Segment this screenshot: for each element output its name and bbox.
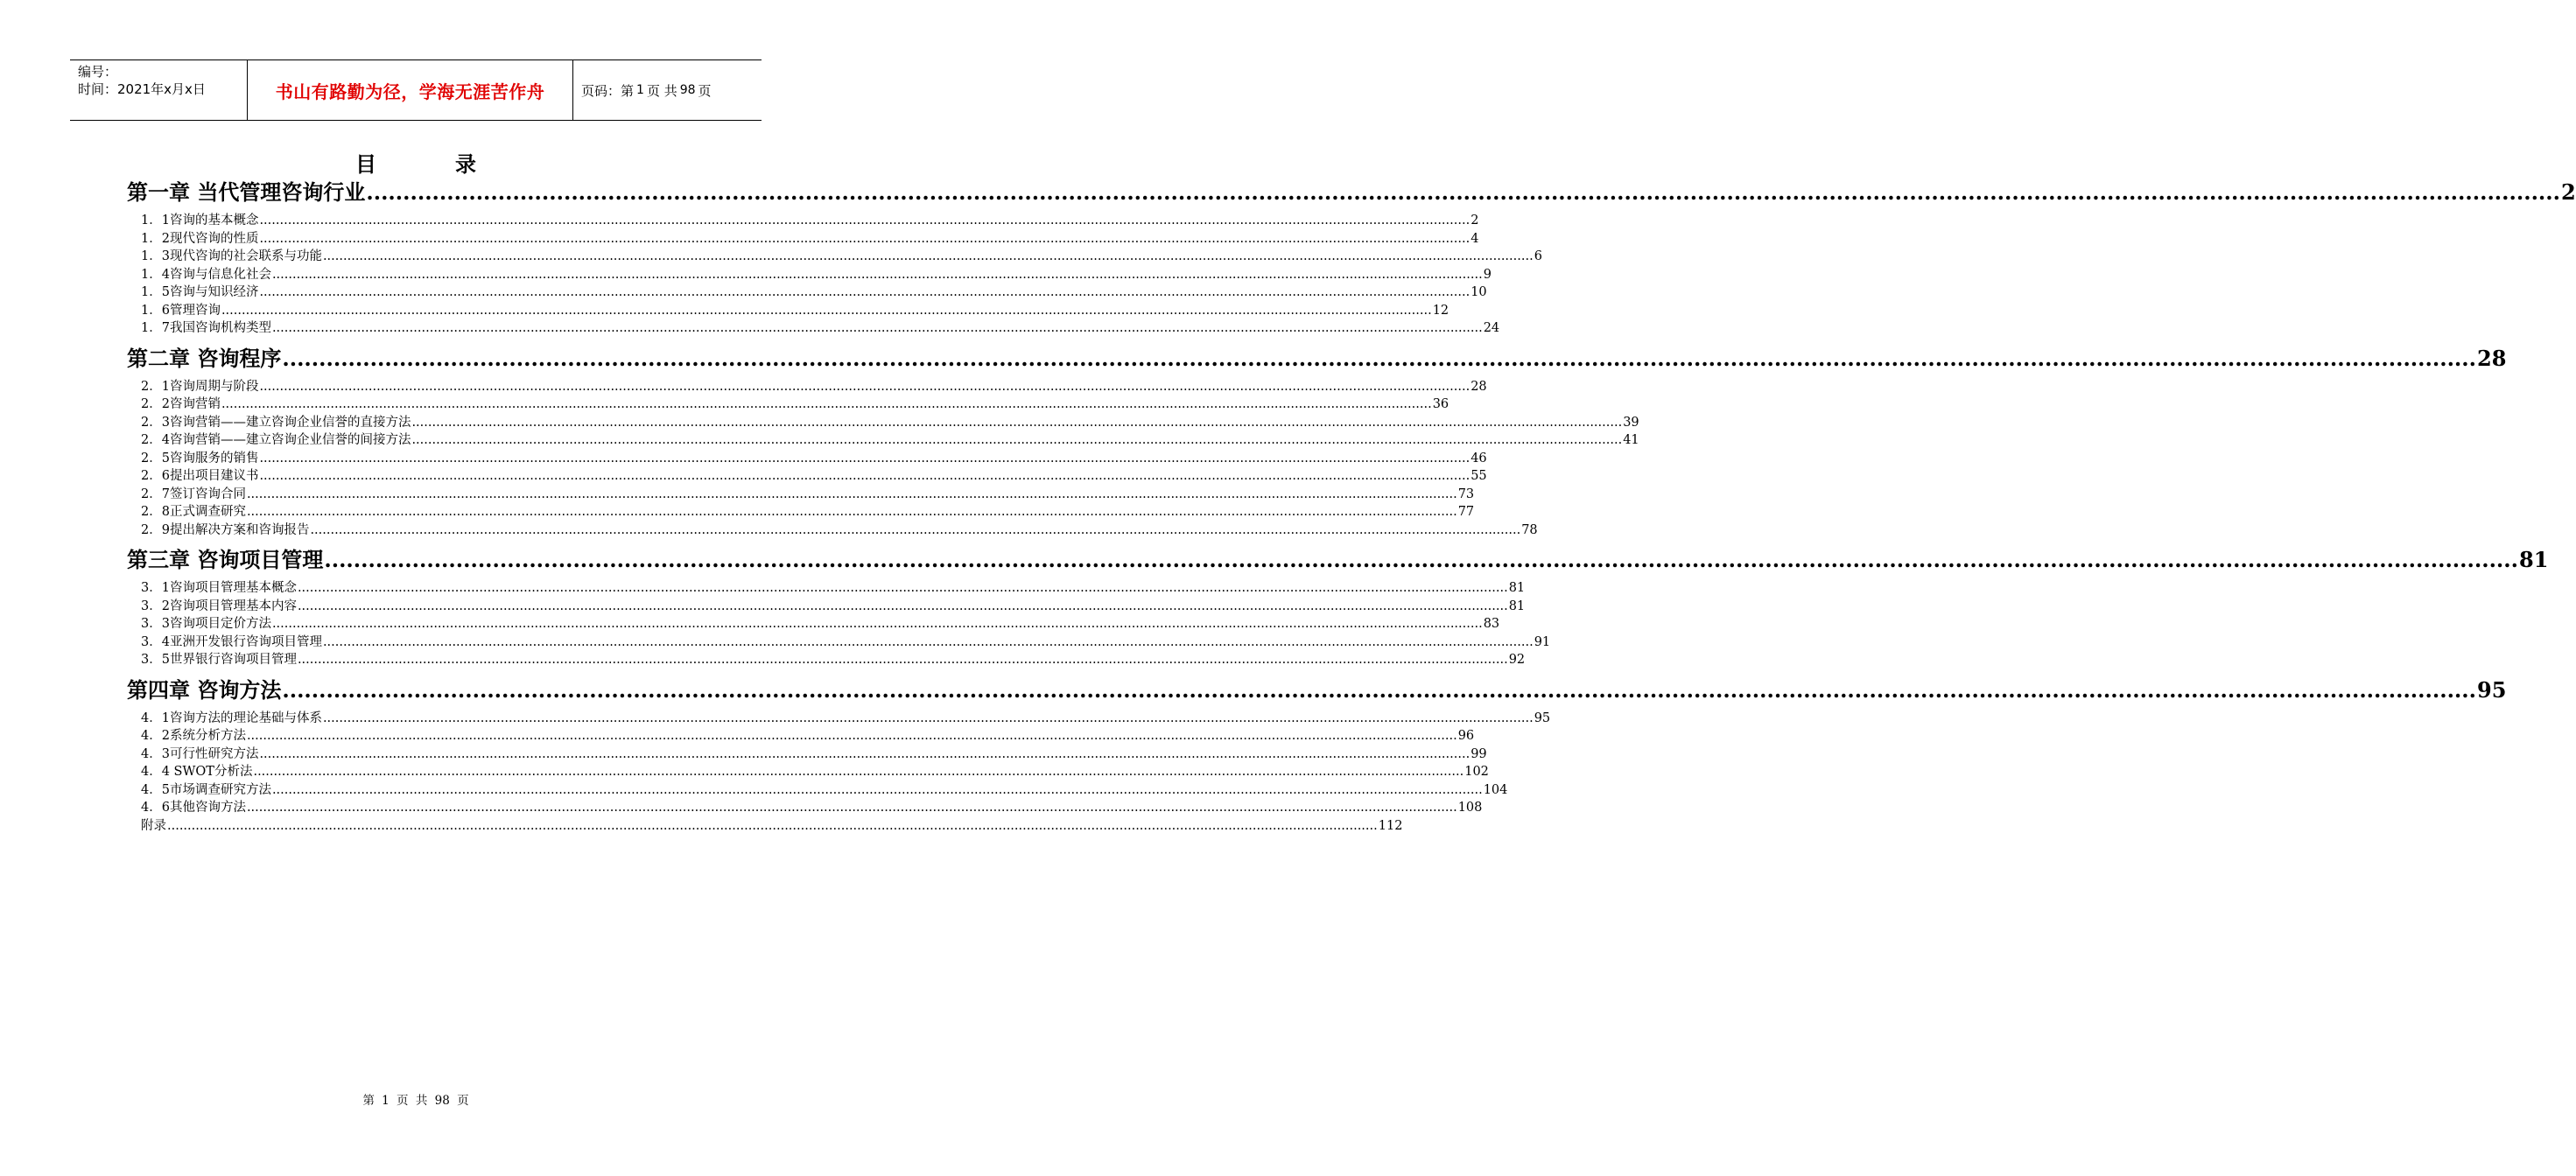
toc-leader-dots: ............................................................................................................................................................................................................................................................................................................ xyxy=(246,486,1457,501)
toc-leader-dots: ............................................................................................................................................................................................................................................................................................................ xyxy=(221,397,1432,411)
toc-entry-page: 102 xyxy=(1464,765,1489,779)
toc-entry-label: 1．4咨询与信息化社会 xyxy=(141,267,271,282)
header-date: 时间：2021年x月x日 xyxy=(78,81,206,97)
toc-entry-page: 81 xyxy=(1508,581,1526,595)
toc-section-entry[interactable] xyxy=(127,266,1492,284)
toc-section-entry[interactable] xyxy=(127,763,1489,781)
toc-section-entry[interactable] xyxy=(127,396,1449,414)
toc-entry-page: 95 xyxy=(2477,676,2507,703)
toc-entry-label: 2．5咨询服务的销售 xyxy=(141,451,259,466)
toc-entry-label: 附录 xyxy=(141,818,166,833)
toc-section-entry[interactable] xyxy=(127,598,1526,616)
toc-section-entry[interactable] xyxy=(127,378,1487,396)
toc-entry-page: 4 xyxy=(1470,231,1479,246)
toc-entry-page: 28 xyxy=(1470,379,1487,394)
toc-leader-dots: ............................................................................................................................................................................................................................................................................................................ xyxy=(271,267,1483,282)
toc-leader-dots: ............................................................................................................................................................................................................................................................................................................ xyxy=(297,653,1508,667)
toc-entry-label: 1．7我国咨询机构类型 xyxy=(141,321,271,335)
toc-entry-page: 73 xyxy=(1457,486,1475,501)
header-page-prefix: 页码：第 xyxy=(581,82,635,99)
toc-section-entry[interactable] xyxy=(127,727,1475,746)
toc-section-entry[interactable] xyxy=(127,799,1483,817)
toc-entry-page: 46 xyxy=(1470,451,1487,466)
toc-entry-page: 2 xyxy=(2561,179,2576,205)
toc-leader-dots: ............................................................................................................................................................................................................................................................................................................ xyxy=(324,547,2518,572)
toc-entry-label: 1．5咨询与知识经济 xyxy=(141,285,259,299)
table-of-contents xyxy=(127,177,2576,835)
toc-section-entry[interactable] xyxy=(127,503,1475,522)
toc-entry-page: 104 xyxy=(1483,782,1508,797)
toc-entry-label: 2．2咨询营销 xyxy=(141,397,221,411)
header-page-total: 98 xyxy=(679,83,696,97)
toc-entry-label: 4．3可行性研究方法 xyxy=(141,746,259,761)
toc-entry-page: 112 xyxy=(1378,818,1403,833)
toc-entry-page: 81 xyxy=(2519,547,2549,572)
toc-entry-label: 第三章 咨询项目管理 xyxy=(127,547,324,572)
toc-section-entry[interactable] xyxy=(127,467,1487,486)
toc-entry-page: 91 xyxy=(1534,634,1551,649)
toc-entry-label: 第一章 当代管理咨询行业 xyxy=(127,179,366,205)
header-page-mid: 页 共 xyxy=(646,82,677,99)
toc-leader-dots: ............................................................................................................................................................................................................................................................................................................ xyxy=(259,469,1470,483)
toc-section-entry[interactable] xyxy=(127,746,1487,764)
toc-section-entry[interactable] xyxy=(127,710,1551,728)
toc-section-entry[interactable] xyxy=(127,651,1526,669)
toc-entry-page: 55 xyxy=(1470,469,1487,483)
header-motto: 书山有路勤为径，学海无涯苦作舟 xyxy=(247,60,573,120)
toc-leader-dots: ............................................................................................................................................................................................................................................................................................................ xyxy=(259,231,1470,246)
toc-entry-page: 9 xyxy=(1483,267,1492,282)
toc-leader-dots: ............................................................................................................................................................................................................................................................................................................ xyxy=(259,379,1470,394)
toc-entry-page: 99 xyxy=(1470,746,1487,761)
toc-leader-dots: ............................................................................................................................................................................................................................................................................................................ xyxy=(297,581,1508,595)
toc-entry-label: 4．1咨询方法的理论基础与体系 xyxy=(141,710,322,725)
toc-entry-page: 81 xyxy=(1508,598,1526,613)
toc-entry-label: 2．8正式调查研究 xyxy=(141,505,246,519)
toc-section-entry[interactable] xyxy=(127,230,1479,248)
toc-entry-label: 1．3现代咨询的社会联系与功能 xyxy=(141,249,322,263)
toc-leader-dots: ............................................................................................................................................................................................................................................................................................................ xyxy=(259,746,1470,761)
toc-leader-dots: ............................................................................................................................................................................................................................................................................................................ xyxy=(221,303,1432,318)
toc-entry-label: 4．2系统分析方法 xyxy=(141,729,246,743)
toc-section-entry[interactable] xyxy=(127,522,1538,540)
toc-entry-label: 2．6提出项目建议书 xyxy=(141,469,259,483)
footer-mid: 页 共 xyxy=(397,1094,428,1108)
toc-entry-page: 41 xyxy=(1623,433,1639,447)
toc-entry-page: 77 xyxy=(1457,505,1475,519)
toc-entry-label: 3．2咨询项目管理基本内容 xyxy=(141,598,297,613)
footer-prefix: 第 xyxy=(362,1094,375,1108)
toc-leader-dots: ............................................................................................................................................................................................................................................................................................................ xyxy=(282,345,2476,371)
toc-leader-dots: ............................................................................................................................................................................................................................................................................................................ xyxy=(366,179,2560,205)
toc-section-entry[interactable] xyxy=(127,431,1639,450)
toc-section-entry[interactable] xyxy=(127,615,1500,634)
page-header xyxy=(70,60,762,121)
toc-section-entry[interactable] xyxy=(127,579,1526,598)
toc-leader-dots: ............................................................................................................................................................................................................................................................................................................ xyxy=(282,676,2476,703)
footer-page-total: 98 xyxy=(434,1094,450,1108)
toc-section-entry[interactable] xyxy=(127,284,1487,302)
toc-entry-page: 92 xyxy=(1508,653,1526,667)
toc-entry-label: 2．9提出解决方案和咨询报告 xyxy=(141,522,310,537)
toc-leader-dots: ............................................................................................................................................................................................................................................................................................................ xyxy=(322,249,1534,263)
toc-entry-page: 28 xyxy=(2477,345,2507,371)
toc-entry-label: 1．1咨询的基本概念 xyxy=(141,214,259,228)
toc-entry-label: 1．2现代咨询的性质 xyxy=(141,231,259,246)
toc-leader-dots: ............................................................................................................................................................................................................................................................................................................ xyxy=(322,634,1534,649)
toc-entry-label: 4．6其他咨询方法 xyxy=(141,801,246,815)
toc-entry-label: 2．4咨询营销——建立咨询企业信誉的间接方法 xyxy=(141,433,411,447)
toc-leader-dots: ............................................................................................................................................................................................................................................................................................................ xyxy=(259,214,1470,228)
toc-entry-label: 3．5世界银行咨询项目管理 xyxy=(141,653,297,667)
toc-entry-page: 95 xyxy=(1534,710,1551,725)
toc-entry-label: 第二章 咨询程序 xyxy=(127,345,282,371)
toc-leader-dots: ............................................................................................................................................................................................................................................................................................................ xyxy=(259,451,1470,466)
toc-leader-dots: ............................................................................................................................................................................................................................................................................................................ xyxy=(246,729,1457,743)
header-page-info xyxy=(573,60,762,120)
toc-section-entry[interactable] xyxy=(127,817,1403,836)
toc-entry-label: 2．3咨询营销——建立咨询企业信誉的直接方法 xyxy=(141,415,411,430)
toc-entry-page: 78 xyxy=(1521,522,1538,537)
toc-entry-page: 83 xyxy=(1483,617,1500,631)
toc-entry-page: 6 xyxy=(1534,249,1542,263)
toc-title: 目录 xyxy=(355,151,555,177)
page-footer xyxy=(0,1090,832,1108)
toc-section-entry[interactable] xyxy=(127,319,1500,338)
toc-entry-label: 第四章 咨询方法 xyxy=(127,676,282,703)
toc-section-entry[interactable] xyxy=(127,450,1487,468)
toc-leader-dots: ............................................................................................................................................................................................................................................................................................................ xyxy=(411,415,1623,430)
toc-leader-dots: ............................................................................................................................................................................................................................................................................................................ xyxy=(411,433,1623,447)
toc-leader-dots: ............................................................................................................................................................................................................................................................................................................ xyxy=(167,818,1378,833)
toc-entry-label: 1．6管理咨询 xyxy=(141,303,221,318)
toc-entry-page: 108 xyxy=(1457,801,1483,815)
toc-entry-page: 24 xyxy=(1483,321,1500,335)
toc-entry-page: 36 xyxy=(1432,397,1449,411)
toc-chapter-entry[interactable] xyxy=(127,544,2549,576)
toc-entry-label: 2．1咨询周期与阶段 xyxy=(141,379,259,394)
toc-leader-dots: ............................................................................................................................................................................................................................................................................................................ xyxy=(246,801,1457,815)
toc-chapter-entry[interactable] xyxy=(127,177,2576,208)
toc-chapter-entry[interactable] xyxy=(127,343,2507,374)
toc-section-entry[interactable] xyxy=(127,414,1639,432)
toc-entry-label: 3．1咨询项目管理基本概念 xyxy=(141,581,297,595)
toc-section-entry[interactable] xyxy=(127,781,1508,800)
toc-leader-dots: ............................................................................................................................................................................................................................................................................................................ xyxy=(310,522,1521,537)
toc-section-entry[interactable] xyxy=(127,634,1551,652)
toc-leader-dots: ............................................................................................................................................................................................................................................................................................................ xyxy=(259,285,1470,299)
footer-suffix: 页 xyxy=(457,1094,469,1108)
toc-entry-page: 10 xyxy=(1470,285,1487,299)
toc-entry-label: 4．5市场调查研究方法 xyxy=(141,782,271,797)
toc-entry-page: 2 xyxy=(1470,214,1479,228)
toc-entry-label: 3．4亚洲开发银行咨询项目管理 xyxy=(141,634,322,649)
toc-entry-label: 4．4 SWOT分析法 xyxy=(141,765,253,779)
toc-leader-dots: ............................................................................................................................................................................................................................................................................................................ xyxy=(253,765,1464,779)
toc-leader-dots: ............................................................................................................................................................................................................................................................................................................ xyxy=(271,617,1483,631)
toc-leader-dots: ............................................................................................................................................................................................................................................................................................................ xyxy=(271,321,1483,335)
toc-section-entry[interactable] xyxy=(127,248,1542,266)
toc-entry-page: 39 xyxy=(1623,415,1639,430)
header-number-label: 编号： xyxy=(78,64,118,80)
header-page-suffix: 页 xyxy=(698,82,712,99)
header-meta xyxy=(70,60,247,120)
toc-section-entry[interactable] xyxy=(127,302,1449,320)
toc-chapter-entry[interactable] xyxy=(127,675,2507,706)
toc-leader-dots: ............................................................................................................................................................................................................................................................................................................ xyxy=(297,598,1508,613)
toc-leader-dots: ............................................................................................................................................................................................................................................................................................................ xyxy=(271,782,1483,797)
toc-leader-dots: ............................................................................................................................................................................................................................................................................................................ xyxy=(322,710,1534,725)
toc-section-entry[interactable] xyxy=(127,212,1479,230)
toc-entry-page: 96 xyxy=(1457,729,1475,743)
toc-section-entry[interactable] xyxy=(127,486,1475,504)
footer-page-number: 1 xyxy=(382,1094,390,1108)
toc-entry-label: 2．7签订咨询合同 xyxy=(141,486,246,501)
toc-entry-page: 12 xyxy=(1432,303,1449,318)
toc-entry-label: 3．3咨询项目定价方法 xyxy=(141,617,271,631)
header-page-number: 1 xyxy=(636,83,644,97)
toc-leader-dots: ............................................................................................................................................................................................................................................................................................................ xyxy=(246,505,1457,519)
